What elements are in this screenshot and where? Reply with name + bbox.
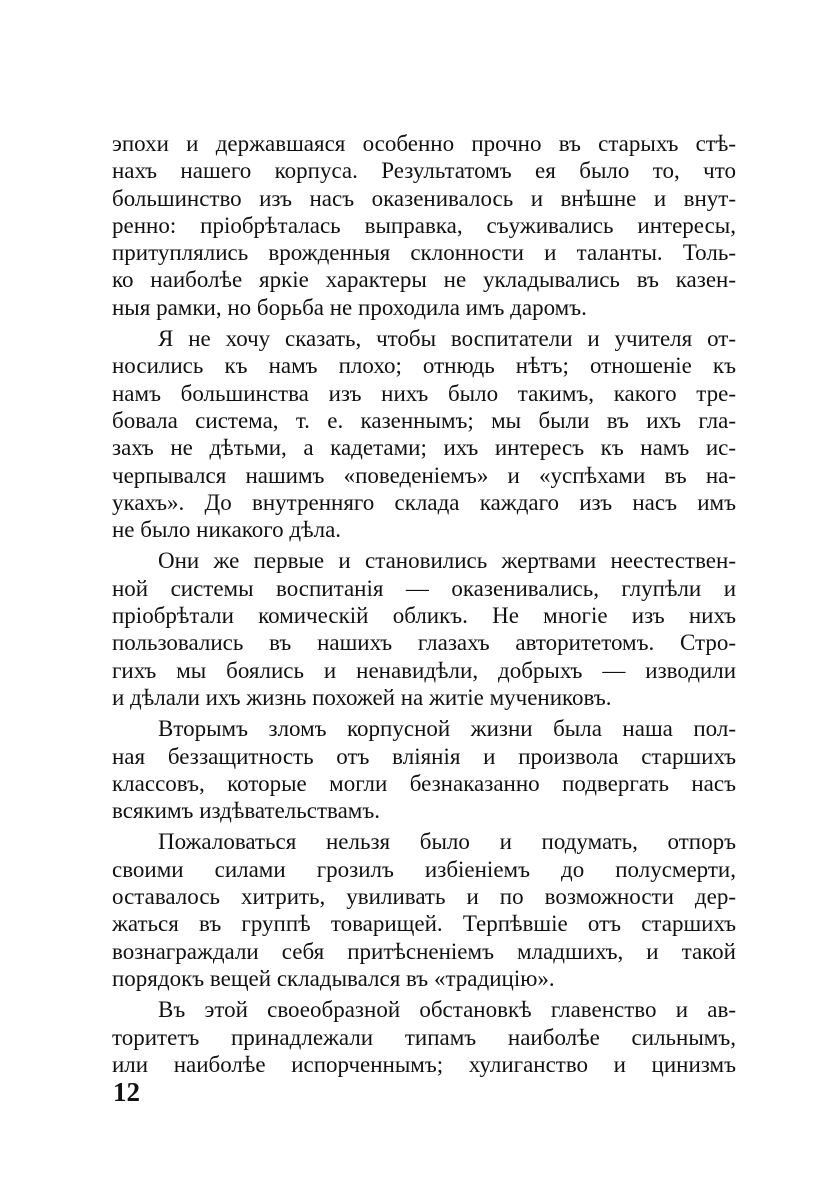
text-line: черпывался нашимъ «поведеніемъ» и «успѣхами въ на- xyxy=(112,462,736,488)
text-line: Они же первые и становились жертвами неестествен- xyxy=(158,548,736,574)
text-line: пользовались въ нашихъ глазахъ авторитетомъ. Стро- xyxy=(112,630,736,656)
text-line: жаться въ группѣ товарищей. Терпѣвшіе отъ старшихъ xyxy=(112,911,736,937)
text-line: или наиболѣе испорченнымъ; хулиганство и цинизмъ xyxy=(112,1051,736,1077)
body-text xyxy=(112,130,736,1078)
text-line: Въ этой своеобразной обстановкѣ главенство и ав- xyxy=(158,997,736,1023)
paragraph xyxy=(112,130,736,321)
text-line: нахъ нашего корпуса. Результатомъ ея было то, что xyxy=(112,158,736,184)
text-line: Пожаловаться нельзя было и подумать, отпоръ xyxy=(158,829,736,855)
text-line: притуплялись врожденныя склонности и таланты. Толь- xyxy=(112,240,736,266)
text-line: ная беззащитность отъ вліянія и произвола старшихъ xyxy=(112,743,736,769)
text-line: и дѣлали ихъ жизнь похожей на житіе мучениковъ. xyxy=(112,684,612,710)
paragraph xyxy=(112,715,736,824)
text-line: эпохи и державшаяся особенно прочно въ старыхъ стѣ- xyxy=(112,131,736,156)
page-number: 12 xyxy=(113,1077,140,1107)
text-line: намъ большинства изъ нихъ было такимъ, какого тре- xyxy=(112,380,736,406)
text-line: оставалось хитрить, увиливать и по возможности дер- xyxy=(112,884,736,910)
text-line: ренно: пріобрѣталась выправка, съуживались интересы, xyxy=(112,212,736,238)
text-line: захъ не дѣтьми, а кадетами; ихъ интересъ къ намъ ис- xyxy=(112,435,736,461)
text-line: укахъ». До внутренняго склада каждаго изъ насъ имъ xyxy=(112,489,736,515)
paragraph xyxy=(112,828,736,992)
text-line: классовъ, которые могли безнаказанно подвергать насъ xyxy=(112,770,736,796)
text-line: бовала система, т. е. казеннымъ; мы были въ ихъ гла- xyxy=(112,407,736,433)
text-line: пріобрѣтали комическій обликъ. Не многіе изъ нихъ xyxy=(112,603,736,629)
text-line: вознаграждали себя притѣсненіемъ младшихъ, и такой xyxy=(112,938,736,964)
paragraph xyxy=(112,996,736,1078)
text-line: ныя рамки, но борьба не проходила имъ даромъ. xyxy=(112,294,587,320)
text-line: не было никакого дѣла. xyxy=(112,517,342,543)
paragraph xyxy=(112,325,736,543)
text-line: Вторымъ зломъ корпусной жизни была наша пол- xyxy=(158,716,736,742)
text-line: гихъ мы боялись и ненавидѣли, добрыхъ — изводили xyxy=(112,657,736,683)
text-line: порядокъ вещей складывался въ «традицію». xyxy=(112,965,555,991)
text-line: торитетъ принадлежали типамъ наиболѣе сильнымъ, xyxy=(112,1024,736,1050)
text-line: носились къ намъ плохо; отнюдь нѣтъ; отношеніе къ xyxy=(112,353,736,379)
text-line: большинство изъ насъ оказенивалось и внѣшне и внут- xyxy=(112,185,736,211)
text-line: всякимъ издѣвательствамъ. xyxy=(112,798,380,824)
text-line: Я не хочу сказать, чтобы воспитатели и учителя от- xyxy=(158,326,736,352)
text-line: своими силами грозилъ избіеніемъ до полусмерти, xyxy=(112,856,736,882)
paragraph xyxy=(112,547,736,711)
text-line: ной системы воспитанія — оказенивались, глупѣли и xyxy=(112,575,736,601)
text-line: ко наиболѣе яркіе характеры не укладывались въ казен- xyxy=(112,267,736,293)
